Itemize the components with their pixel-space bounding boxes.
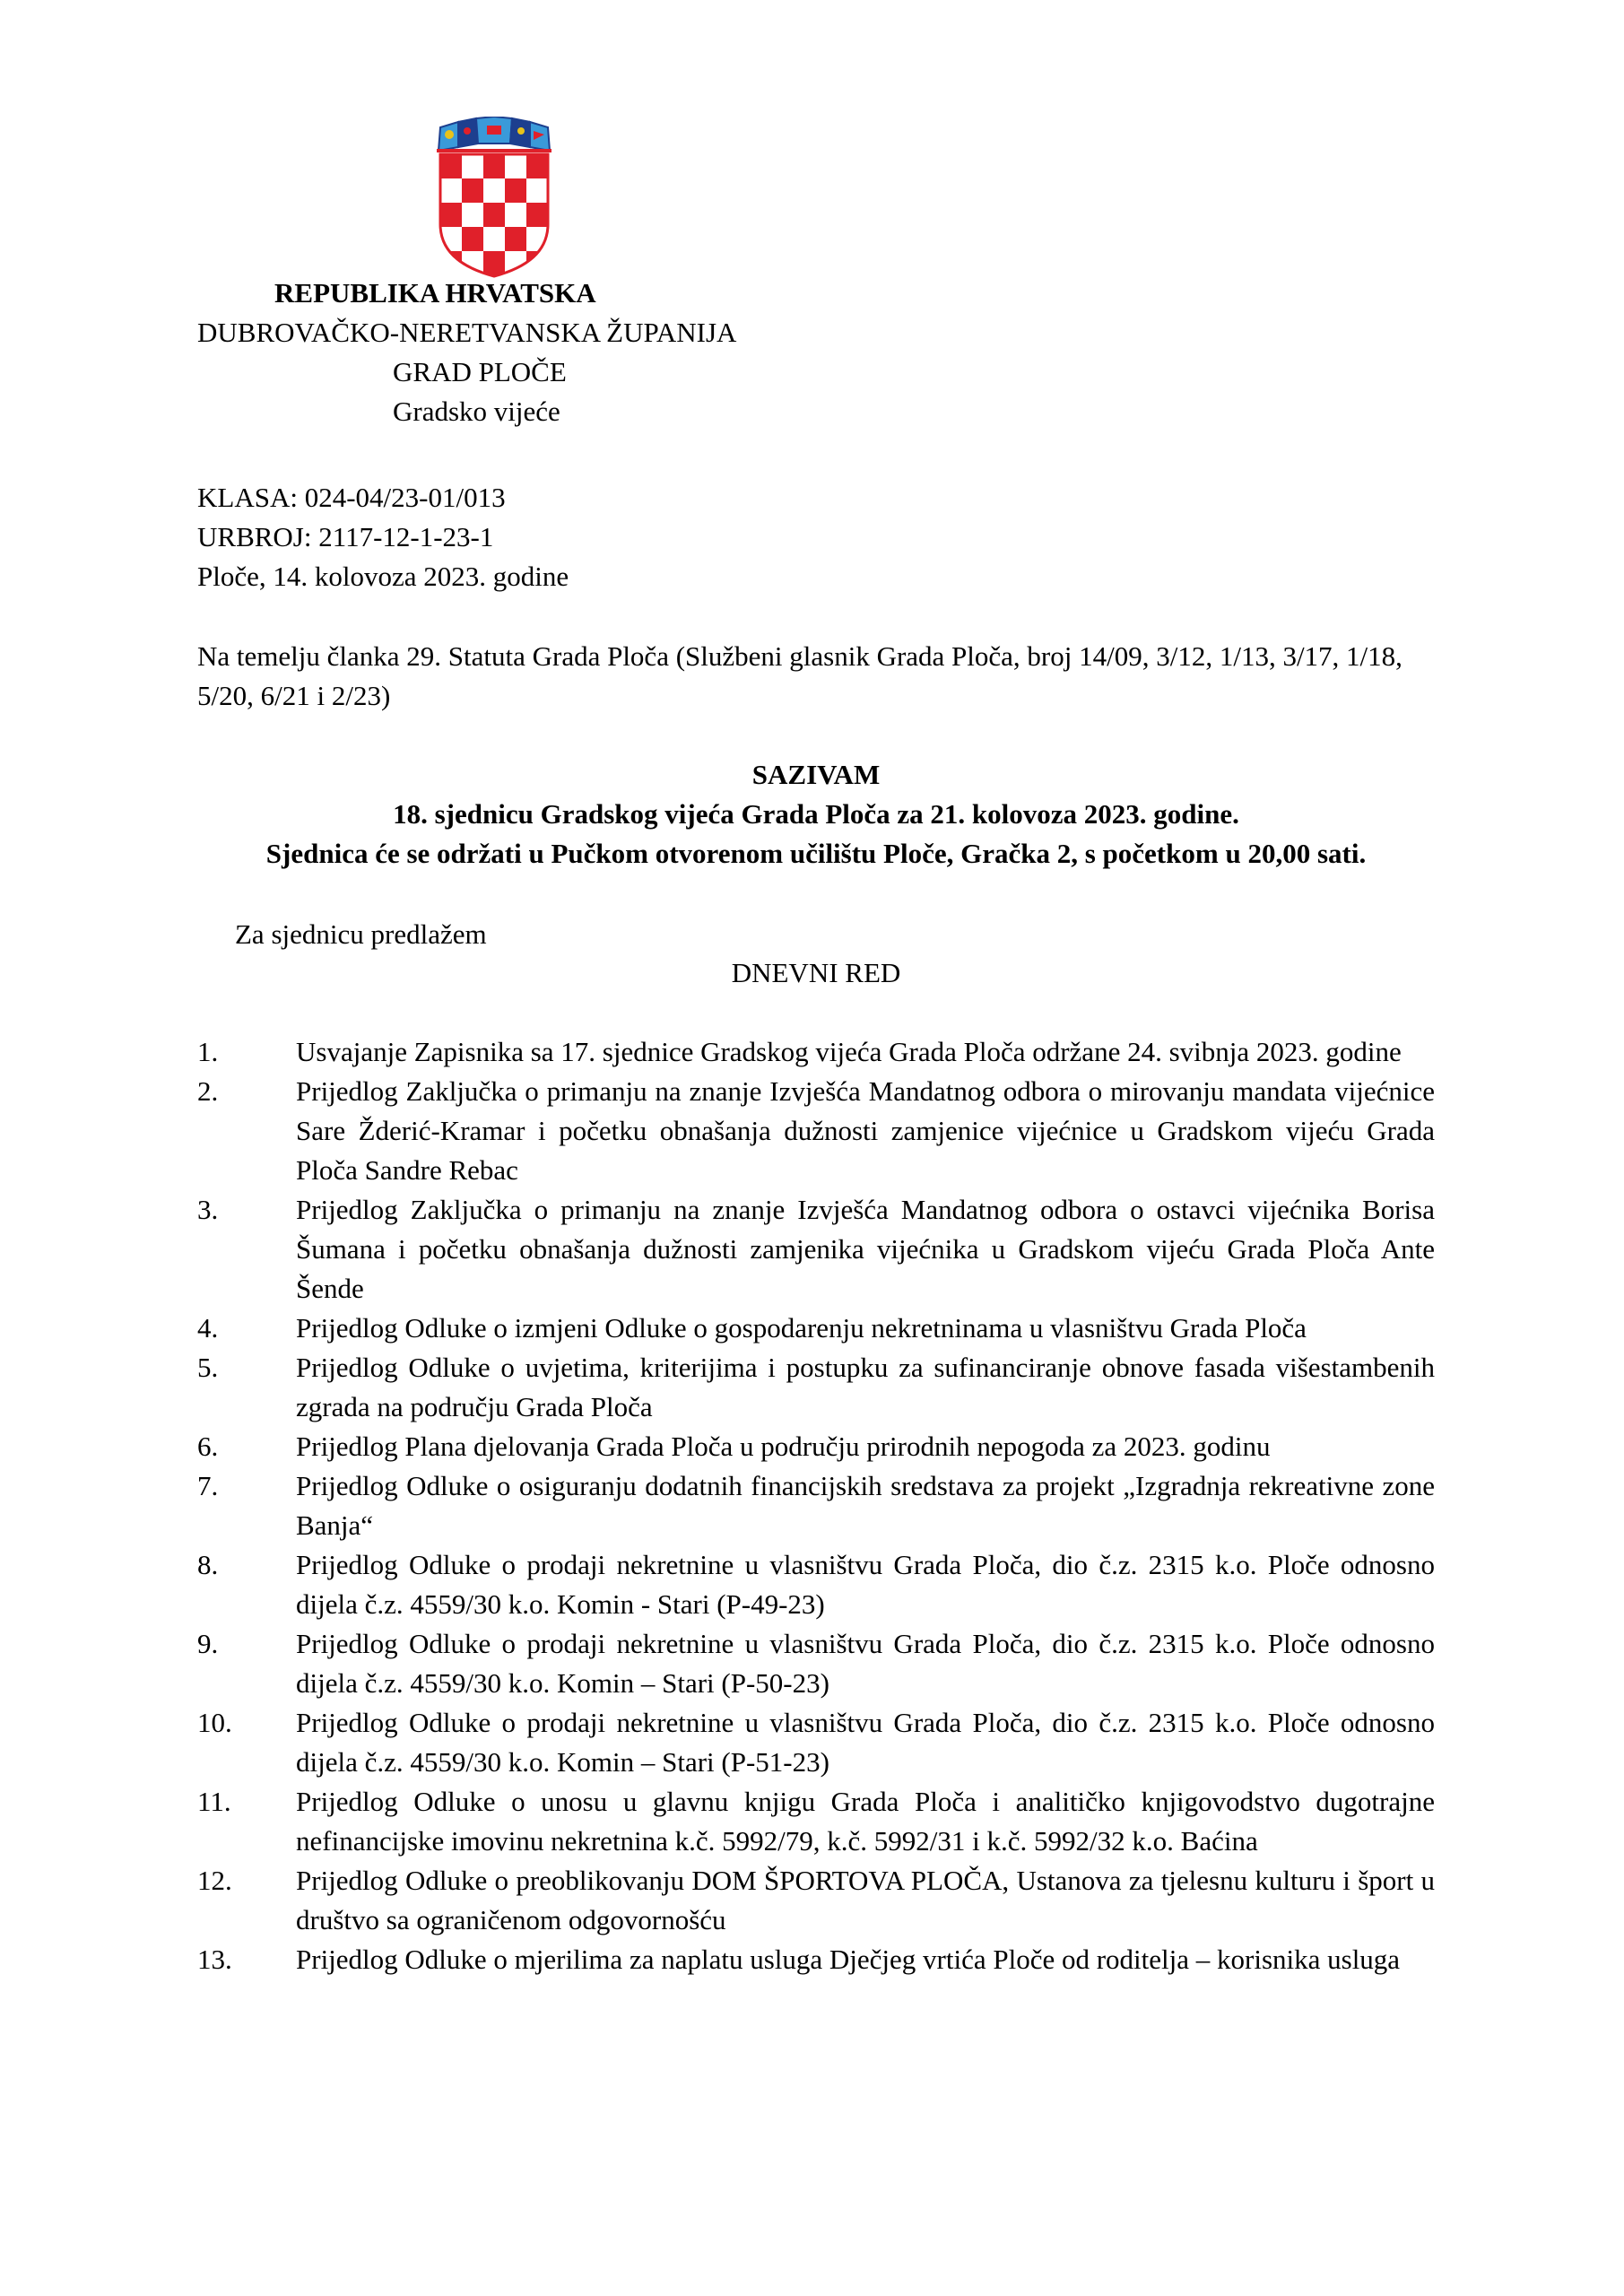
croatian-coat-of-arms-icon (431, 117, 557, 278)
agenda-item-number: 9. (197, 1628, 219, 1659)
klasa: KLASA: 024-04/23-01/013 (197, 482, 506, 513)
summons-block (197, 755, 1435, 874)
agenda-item-number: 7. (197, 1470, 219, 1501)
agenda-item (197, 1861, 1435, 1940)
agenda-item (197, 1032, 1435, 1072)
agenda-item (197, 1190, 1435, 1309)
summons-title: SAZIVAM (751, 759, 881, 790)
agenda-item-text: Prijedlog Odluke o osiguranju dodatnih financijskih sredstava za projekt „Izgradnja rekreativne zone Banja“ (296, 1470, 1435, 1541)
republic-name: REPUBLIKA HRVATSKA (274, 277, 596, 309)
coat-crown (437, 117, 551, 151)
agenda-item-number: 10. (197, 1707, 232, 1738)
legal-basis-paragraph: Na temelju članka 29. Statuta Grada Ploča (Službeni glasnik Grada Ploča, broj 14/09, 3/12, 1/13, 3/17, 1/18, 5/20, 6/21 i 2/23) (197, 640, 1403, 711)
agenda-item-text: Prijedlog Odluke o izmjeni Odluke o gospodarenju nekretninama u vlasništvu Grada Ploča (296, 1312, 1307, 1344)
place-date: Ploče, 14. kolovoza 2023. godine (197, 561, 569, 592)
agenda-item-number: 3. (197, 1194, 219, 1225)
agenda-item (197, 1782, 1435, 1861)
agenda-item-text: Prijedlog Odluke o prodaji nekretnine u vlasništvu Grada Ploča, dio č.z. 2315 k.o. Ploče odnosno dijela č.z. 4559/30 k.o. Komin – Stari (P-51-23) (296, 1707, 1435, 1778)
agenda-list (197, 1032, 1435, 1979)
session-location-line: Sjednica će se održati u Pučkom otvorenom učilištu Ploče, Gračka 2, s početkom u 20,00 sati. (265, 838, 1367, 869)
document-reference (197, 478, 569, 596)
agenda-item-number: 4. (197, 1312, 219, 1344)
agenda-item-text: Prijedlog Odluke o uvjetima, kriterijima i postupku za sufinanciranje obnove fasada višestambenih zgrada na području Grada Ploča (296, 1352, 1435, 1422)
agenda-item-text: Prijedlog Odluke o preoblikovanju DOM ŠPORTOVA PLOČA, Ustanova za tjelesnu kulturu i šport u društvo sa ograničenom odgovornošću (296, 1865, 1435, 1935)
agenda-item (197, 1348, 1435, 1427)
urbroj: URBROJ: 2117-12-1-23-1 (197, 521, 494, 552)
agenda-item-number: 11. (197, 1786, 231, 1817)
city-name: GRAD PLOČE (393, 356, 567, 387)
session-date-line: 18. sjednicu Gradskog vijeća Grada Ploča za 21. kolovoza 2023. godine. (393, 798, 1239, 830)
agenda-item-text: Prijedlog Odluke o mjerilima za naplatu usluga Dječjeg vrtića Ploče od roditelja – korisnika usluga (296, 1944, 1401, 1975)
council-name: Gradsko vijeće (393, 396, 560, 427)
agenda-item (197, 1624, 1435, 1703)
agenda-item (197, 1703, 1435, 1782)
agenda-item-text: Usvajanje Zapisnika sa 17. sjednice Gradskog vijeća Grada Ploča održane 24. svibnja 2023. godine (296, 1036, 1402, 1067)
agenda-item-number: 1. (197, 1036, 219, 1067)
agenda-item-text: Prijedlog Odluke o unosu u glavnu knjigu Grada Ploča i analitičko knjigovodstvo dugotrajne nefinancijske imovinu nekretnina k.č. 5992/79, k.č. 5992/31 i k.č. 5992/32 k.o. Baćina (296, 1786, 1435, 1857)
agenda-item (197, 1309, 1435, 1348)
agenda-item-number: 2. (197, 1075, 219, 1107)
agenda-item-number: 5. (197, 1352, 219, 1383)
agenda-item-number: 6. (197, 1431, 219, 1462)
agenda-item-text: Prijedlog Odluke o prodaji nekretnine u vlasništvu Grada Ploča, dio č.z. 2315 k.o. Ploče odnosno dijela č.z. 4559/30 k.o. Komin - Stari (P-49-23) (296, 1549, 1435, 1620)
agenda-item-text: Prijedlog Odluke o prodaji nekretnine u vlasništvu Grada Ploča, dio č.z. 2315 k.o. Ploče odnosno dijela č.z. 4559/30 k.o. Komin – Stari (P-50-23) (296, 1628, 1435, 1699)
agenda-item (197, 1427, 1435, 1466)
county-name: DUBROVAČKO-NERETVANSKA ŽUPANIJA (197, 317, 737, 348)
agenda-item (197, 1466, 1435, 1545)
propose-line: Za sjednicu predlažem (235, 918, 487, 950)
agenda-item-number: 12. (197, 1865, 232, 1896)
agenda-item (197, 1072, 1435, 1190)
agenda-item-text: Prijedlog Zaključka o primanju na znanje Izvješća Mandatnog odbora o mirovanju mandata vijećnice Sare Žderić-Kramar i početku obnašanja dužnosti zamjenice vijećnice u Gradskom vijeću Grada Ploča Sandre Rebac (296, 1075, 1435, 1186)
agenda-item (197, 1940, 1435, 1979)
agenda-item-number: 13. (197, 1944, 232, 1975)
agenda-item-text: Prijedlog Zaključka o primanju na znanje Izvješća Mandatnog odbora o ostavci vijećnika Borisa Šumana i početku obnašanja dužnosti zamjenika vijećnika u Gradskom vijeću Grada Ploča Ante Šende (296, 1194, 1435, 1304)
agenda-title: DNEVNI RED (731, 957, 901, 988)
agenda-item (197, 1545, 1435, 1624)
agenda-item-text: Prijedlog Plana djelovanja Grada Ploča u području prirodnih nepogoda za 2023. godinu (296, 1431, 1271, 1462)
letterhead (197, 274, 825, 431)
agenda-item-number: 8. (197, 1549, 219, 1580)
